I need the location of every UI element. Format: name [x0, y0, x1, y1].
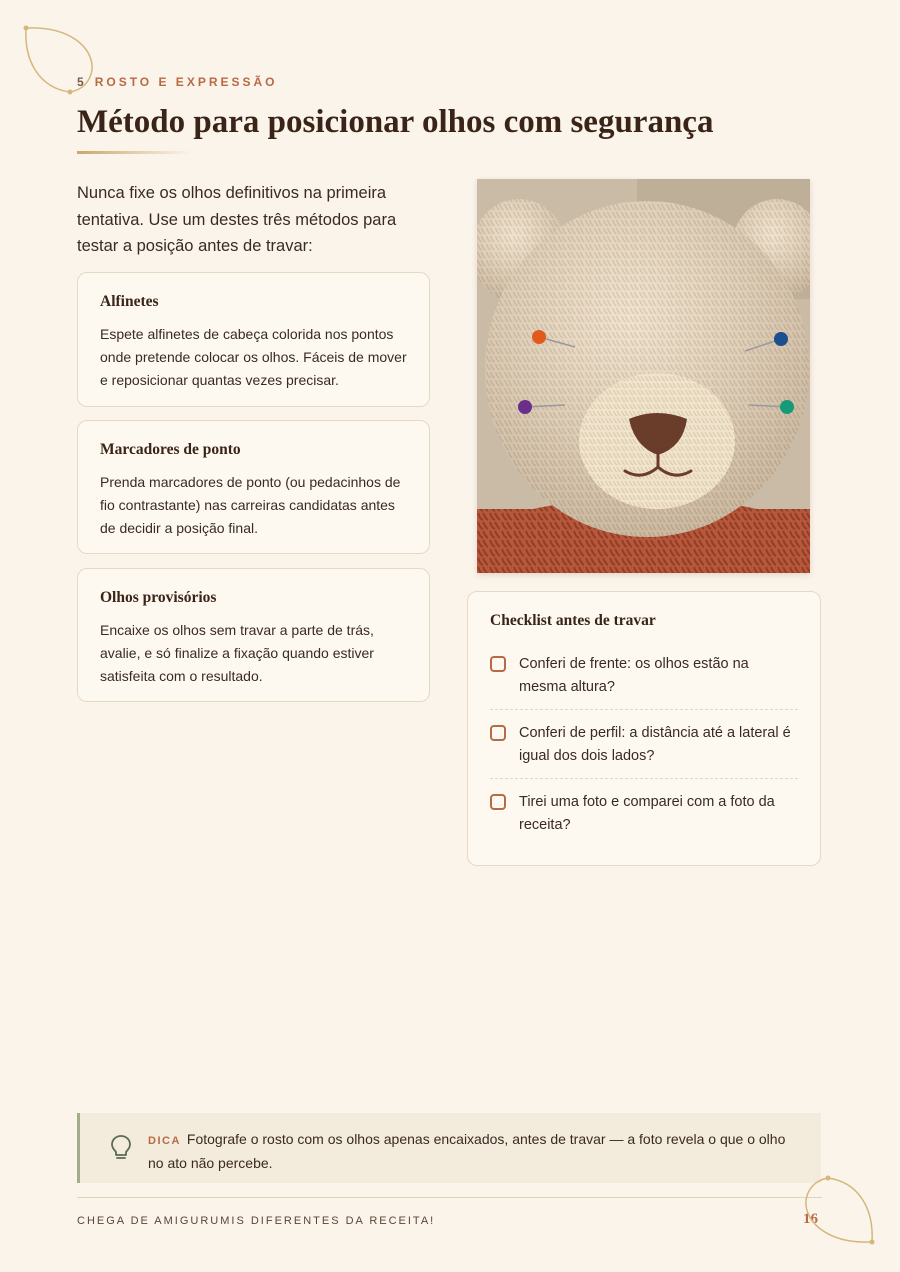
page-title: Método para posicionar olhos com segurança [77, 104, 714, 140]
corner-ornament-bottom-right-icon [798, 1172, 878, 1248]
tip-content [148, 1128, 801, 1174]
method-card-temporary-eyes [77, 568, 430, 702]
checkbox-icon[interactable] [490, 656, 506, 672]
page-number: 16 [803, 1211, 818, 1227]
method-title: Alfinetes [100, 293, 159, 310]
chapter-number: 5 [77, 75, 87, 89]
chapter-label [77, 75, 278, 89]
bear-head-photo [477, 179, 810, 573]
intro-paragraph: Nunca fixe os olhos definitivos na primeira tentativa. Use um destes três métodos para testar a posição antes de travar: [77, 184, 397, 255]
tip-text: Fotografe o rosto com os olhos apenas encaixados, antes de travar — a foto revela o que o olho no ato não percebe. [148, 1131, 786, 1171]
method-text: Prenda marcadores de ponto (ou pedacinhos de fio contrastante) nas carreiras candidatas antes de decidir a posição final. [100, 474, 401, 536]
method-text: Espete alfinetes de cabeça colorida nos pontos onde pretende colocar os olhos. Fáceis de mover e reposicionar quantas vezes precisar. [100, 326, 407, 388]
amigurumi-bear-illustration [477, 179, 810, 573]
checklist-item [490, 709, 798, 778]
method-card-stitch-markers [77, 420, 430, 554]
tip-box [77, 1113, 821, 1183]
checklist-card [467, 591, 821, 866]
checklist-item [490, 778, 798, 847]
footer-book-title: CHEGA DE AMIGURUMIS DIFERENTES DA RECEITA! [77, 1215, 436, 1227]
checklist-title: Checklist antes de travar [490, 612, 656, 629]
lightbulb-icon [110, 1134, 132, 1162]
chapter-title: ROSTO E EXPRESSÃO [94, 75, 278, 89]
tip-label: DICA [148, 1135, 181, 1147]
checkbox-icon[interactable] [490, 725, 506, 741]
checklist-item-text: Conferi de frente: os olhos estão na mesma altura? [519, 656, 749, 695]
checkbox-icon[interactable] [490, 794, 506, 810]
method-title: Olhos provisórios [100, 589, 217, 606]
checklist-item-text: Tirei uma foto e comparei com a foto da receita? [519, 794, 775, 833]
title-underline [77, 151, 192, 154]
checklist-item-text: Conferi de perfil: a distância até a lateral é igual dos dois lados? [519, 725, 791, 764]
method-text: Encaixe os olhos sem travar a parte de trás, avalie, e só finalize a fixação quando estiver satisfeita com o resultado. [100, 622, 374, 684]
method-title: Marcadores de ponto [100, 441, 241, 458]
checklist-item [490, 644, 798, 709]
footer-divider [77, 1197, 822, 1198]
method-card-pins [77, 272, 430, 407]
